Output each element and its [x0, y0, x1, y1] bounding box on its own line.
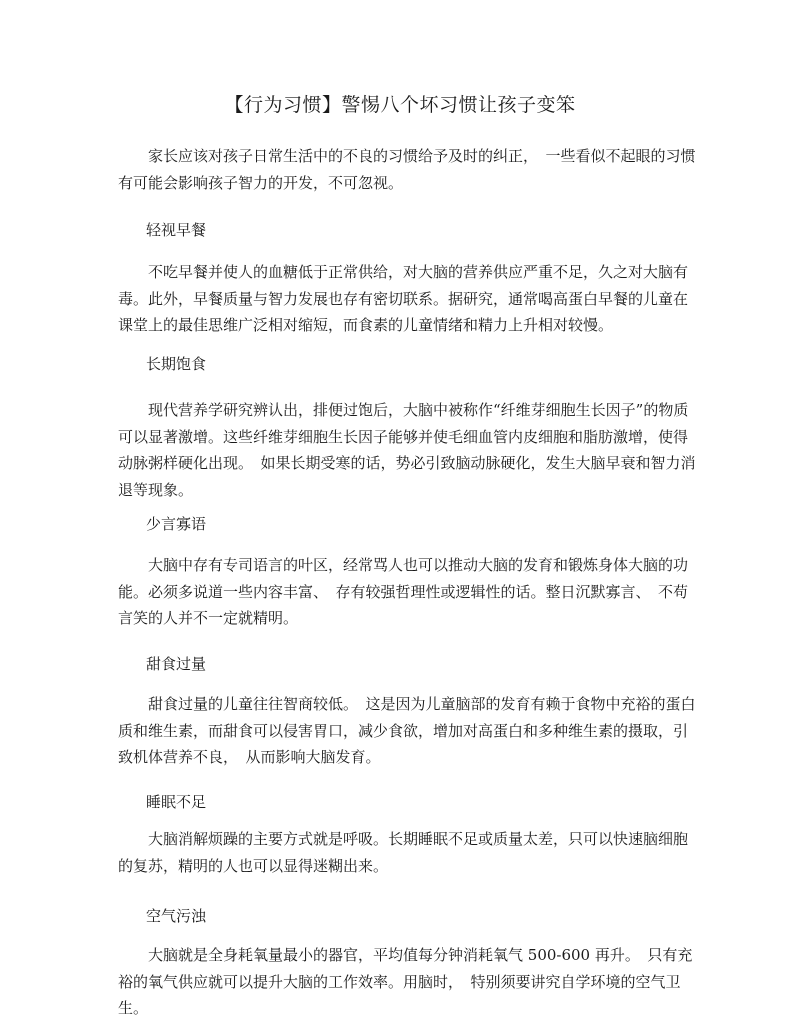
section-heading-silence: 少言寡语: [146, 515, 207, 533]
section-body-overeating: 现代营养学研究辨认出，排便过饱后，大脑中被称作“纤维芽细胞生长因子”的物质可以显著激增。这些纤维芽细胞生长因子能够并使毛细血管内皮细胞和脂肪激增，使得动脉粥样硬化出现。 如果长期受寒的话，势必引致脑动脉硬化，发生大脑早衰和智力消退等现象。: [118, 401, 696, 499]
section-heading-air: 空气污浊: [146, 907, 207, 925]
section-body-silence: 大脑中存有专司语言的叶区，经常骂人也可以推动大脑的发育和锻炼身体大脑的功能。必须多说道一些内容丰富、 存有较强哲理性或逻辑性的话。整日沉默寡言、 不苟言笑的人并不一定就精明。: [118, 556, 689, 627]
intro-paragraph: 家长应该对孩子日常生活中的不良的习惯给予及时的纠正， 一些看似不起眼的习惯有可能会影响孩子智力的开发，不可忽视。: [118, 147, 696, 192]
section-body-skip-breakfast: 不吃早餐并使人的血糖低于正常供给，对大脑的营养供应严重不足，久之对大脑有毒。此外，早餐质量与智力发展也存有密切联系。据研究，通常喝高蛋白早餐的儿童在课堂上的最佳思维广泛相对缩短，而食素的儿童情绪和精力上升相对较慢。: [118, 263, 689, 334]
section-body-air: 大脑就是全身耗氧量最小的器官，平均值每分钟消耗氧气 500-600 再升。 只有充裕的氧气供应就可以提升大脑的工作效率。用脑时， 特别须要讲究自学环境的空气卫生。: [118, 946, 693, 1017]
section-body-sleep: 大脑消解烦躁的主要方式就是呼吸。长期睡眠不足或质量太差，只可以快速脑细胞的复苏，精明的人也可以显得迷糊出来。: [118, 830, 689, 875]
section-heading-overeating: 长期饱食: [146, 355, 207, 373]
section-heading-sleep: 睡眠不足: [146, 793, 207, 811]
section-heading-skip-breakfast: 轻视早餐: [146, 221, 207, 239]
section-heading-sweets: 甜食过量: [146, 655, 207, 673]
section-body-sweets: 甜食过量的儿童往往智商较低。 这是因为儿童脑部的发育有赖于食物中充裕的蛋白质和维生素，而甜食可以侵害胃口，减少食欲，增加对高蛋白和多种维生素的摄取，引致机体营养不良， 从而影响大脑发育。: [118, 695, 696, 766]
document-title: 【行为习惯】警惕八个坏习惯让孩子变笨: [224, 94, 576, 116]
